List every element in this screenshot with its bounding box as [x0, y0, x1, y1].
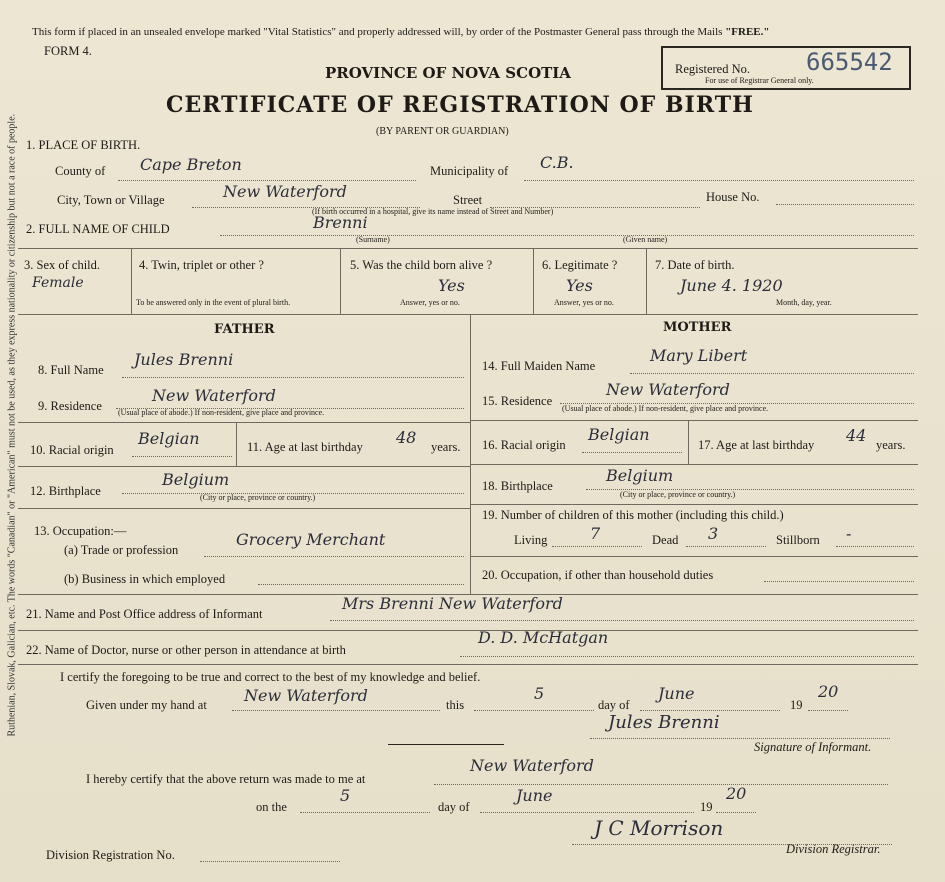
stillborn-value: - [846, 524, 852, 543]
mother-residence-value: New Waterford [606, 380, 730, 399]
sex-value: Female [32, 275, 84, 291]
trade-label: (a) Trade or profession [64, 543, 179, 557]
dead-value: 3 [708, 524, 719, 543]
parents-divider [470, 314, 471, 594]
mother-age-value: 44 [846, 426, 867, 445]
registrar-year-value: 20 [726, 784, 747, 803]
birth-date-note: Month, day, year. [776, 298, 832, 307]
born-alive-label: 5. Was the child born alive ? [350, 258, 493, 272]
informant-label: 21. Name and Post Office address of Informant [26, 607, 263, 621]
registrar-signature: J C Morrison [594, 816, 724, 840]
document-subtitle: (BY PARENT OR GUARDIAN) [376, 126, 509, 137]
mail-notice-text: This form if placed in an unsealed envelope marked "Vital Statistics" and properly addressed will, by order of the Postmaster General pass through the Mails [32, 26, 723, 38]
stillborn-line [836, 546, 914, 547]
given-at-label: Given under my hand at [86, 698, 207, 712]
registered-number: 665542 [806, 48, 893, 76]
father-birthplace-label: 12. Birthplace [30, 484, 101, 498]
father-age-label: 11. Age at last birthday [247, 440, 363, 454]
registrar-day-line [300, 812, 430, 813]
father-residence-value: New Waterford [152, 386, 276, 405]
registered-label: Registered No. [675, 62, 750, 76]
municipality-line [524, 180, 914, 181]
province-heading: PROVINCE OF NOVA SCOTIA [325, 64, 571, 82]
mail-notice-free: "FREE." [725, 26, 770, 38]
registrar-year-line [716, 812, 756, 813]
father-race-bottom-rule [18, 466, 470, 467]
mother-children-top-rule [470, 504, 918, 505]
children-count-label: 19. Number of children of this mother (including this child.) [482, 508, 784, 522]
mother-years-label: years. [876, 438, 906, 452]
doctor-line [460, 656, 914, 657]
father-years-label: years. [431, 440, 461, 454]
father-race-line [132, 456, 232, 457]
surname-note: (Surname) [356, 235, 390, 244]
mother-name-value: Mary Libert [650, 346, 748, 365]
living-value: 7 [590, 524, 601, 543]
registrar-year-prefix: 19 [700, 800, 713, 814]
mother-occupation-line [764, 581, 914, 582]
registrar-day-value: 5 [340, 786, 351, 805]
certify-statement: I certify the foregoing to be true and correct to the best of my knowledge and belief. [60, 670, 481, 684]
living-label: Living [514, 533, 548, 547]
cert-day-value: 5 [534, 684, 545, 703]
father-age-divider [236, 422, 237, 466]
county-value: Cape Breton [140, 155, 242, 174]
born-alive-note: Answer, yes or no. [400, 298, 460, 307]
division-registration-line [200, 861, 340, 862]
doctor-top-rule [18, 630, 918, 631]
child-surname-value: Brenni [313, 213, 368, 232]
cert-year-prefix: 19 [790, 698, 803, 712]
registrar-dayof-label: day of [438, 800, 470, 814]
mother-race-line [582, 452, 682, 453]
doctor-value: D. D. McHatgan [478, 628, 609, 647]
birth-date-label: 7. Date of birth. [655, 258, 735, 272]
registered-number-box [661, 46, 911, 90]
informant-value: Mrs Brenni New Waterford [342, 594, 563, 613]
mother-birthplace-note: (City or place, province or country.) [620, 490, 736, 499]
plural-birth-label: 4. Twin, triplet or other ? [139, 258, 264, 272]
mail-notice [32, 26, 770, 38]
informant-signature: Jules Brenni [608, 712, 720, 733]
registered-note: For use of Registrar General only. [705, 76, 814, 85]
father-race-label: 10. Racial origin [30, 443, 114, 457]
dead-line [686, 546, 766, 547]
city-value: New Waterford [223, 182, 347, 201]
box-divider-1 [131, 248, 132, 314]
father-race-value: Belgian [138, 429, 200, 448]
mother-residence-note: (Usual place of abode.) If non-resident, give place and province. [562, 404, 769, 413]
father-occupation-label: 13. Occupation:— [34, 524, 127, 538]
given-at-value: New Waterford [244, 686, 368, 705]
doctor-label: 22. Name of Doctor, nurse or other person in attendance at birth [26, 643, 346, 657]
registrar-place-value: New Waterford [470, 756, 594, 775]
county-label: County of [55, 164, 106, 178]
parents-top-rule [18, 314, 918, 315]
cert-day-line [474, 710, 594, 711]
father-race-top-rule [18, 422, 470, 423]
given-at-line [232, 710, 440, 711]
side-margin-note: Ruthenian, Slovak, Galician, etc. The words "Canadian" or "American" must not be used, as they express nationality or citizenship but not a race of people. [6, 113, 18, 737]
municipality-value: C.B. [540, 153, 574, 172]
mother-heading: MOTHER [663, 320, 732, 335]
informant-signature-line [590, 738, 890, 739]
box-divider-3 [533, 248, 534, 314]
municipality-label: Municipality of [430, 164, 509, 178]
separator-rule [388, 744, 504, 745]
row-3-top-rule [18, 248, 918, 249]
father-birthplace-note: (City or place, province or country.) [200, 493, 316, 502]
given-name-note: (Given name) [623, 235, 668, 244]
informant-line [330, 620, 914, 621]
father-residence-label: 9. Residence [38, 399, 102, 413]
father-residence-note: (Usual place of abode.) If non-resident, give place and province. [118, 408, 325, 417]
mother-occupation-top-rule [470, 556, 918, 557]
cert-year-line [808, 710, 848, 711]
stillborn-label: Stillborn [776, 533, 820, 547]
mother-race-top-rule [470, 420, 918, 421]
document-title: CERTIFICATE OF REGISTRATION OF BIRTH [166, 92, 754, 118]
father-birthplace-value: Belgium [162, 470, 230, 489]
certification-top-rule [18, 664, 918, 665]
legitimate-note: Answer, yes or no. [554, 298, 614, 307]
legitimate-label: 6. Legitimate ? [542, 258, 618, 272]
cert-dayof-label: day of [598, 698, 630, 712]
legitimate-value: Yes [566, 276, 593, 295]
father-age-value: 48 [396, 428, 417, 447]
child-name-line [220, 235, 914, 236]
mother-birthplace-value: Belgium [606, 466, 674, 485]
mother-name-line [630, 373, 914, 374]
form-number: FORM 4. [44, 44, 92, 58]
mother-residence-label: 15. Residence [482, 394, 553, 408]
county-line [118, 180, 416, 181]
registrar-signature-label: Division Registrar. [786, 842, 881, 856]
registrar-place-line [434, 784, 888, 785]
hospital-note: (If birth occurred in a hospital, give its name instead of Street and Number) [312, 207, 554, 216]
father-occupation-top-rule [18, 508, 470, 509]
mother-age-label: 17. Age at last birthday [698, 438, 815, 452]
registrar-month-line [480, 812, 694, 813]
living-line [552, 546, 642, 547]
cert-year-value: 20 [818, 682, 839, 701]
house-line [776, 204, 914, 205]
cert-month-line [640, 710, 780, 711]
father-name-label: 8. Full Name [38, 363, 104, 377]
cert-month-value: June [658, 684, 695, 703]
child-name-label: 2. FULL NAME OF CHILD [26, 222, 170, 236]
registrar-on-label: on the [256, 800, 287, 814]
plural-birth-note: To be answered only in the event of plural birth. [136, 298, 291, 307]
business-line [258, 584, 464, 585]
trade-value: Grocery Merchant [236, 530, 386, 549]
registrar-month-value: June [516, 786, 553, 805]
mother-race-bottom-rule [470, 464, 918, 465]
mother-race-value: Belgian [588, 425, 650, 444]
place-of-birth-label: 1. PLACE OF BIRTH. [26, 138, 141, 152]
mother-age-divider [688, 420, 689, 464]
mother-race-label: 16. Racial origin [482, 438, 566, 452]
father-name-value: Jules Brenni [134, 350, 234, 369]
mother-birthplace-label: 18. Birthplace [482, 479, 553, 493]
this-label: this [446, 698, 465, 712]
dead-label: Dead [652, 533, 679, 547]
born-alive-value: Yes [438, 276, 465, 295]
mother-occupation-label: 20. Occupation, if other than household duties [482, 568, 714, 582]
business-label: (b) Business in which employed [64, 572, 226, 586]
mother-name-label: 14. Full Maiden Name [482, 359, 596, 373]
house-label: House No. [706, 190, 760, 204]
box-divider-2 [340, 248, 341, 314]
birth-date-value: June 4. 1920 [680, 276, 783, 295]
street-label: Street [453, 193, 483, 207]
trade-line [204, 556, 464, 557]
sex-label: 3. Sex of child. [24, 258, 101, 272]
division-registration-label: Division Registration No. [46, 848, 175, 862]
father-heading: FATHER [214, 322, 275, 337]
city-label: City, Town or Village [57, 193, 165, 207]
box-divider-4 [646, 248, 647, 314]
informant-signature-label: Signature of Informant. [754, 740, 872, 754]
father-name-line [122, 377, 464, 378]
registrar-statement: I hereby certify that the above return was made to me at [86, 772, 366, 786]
